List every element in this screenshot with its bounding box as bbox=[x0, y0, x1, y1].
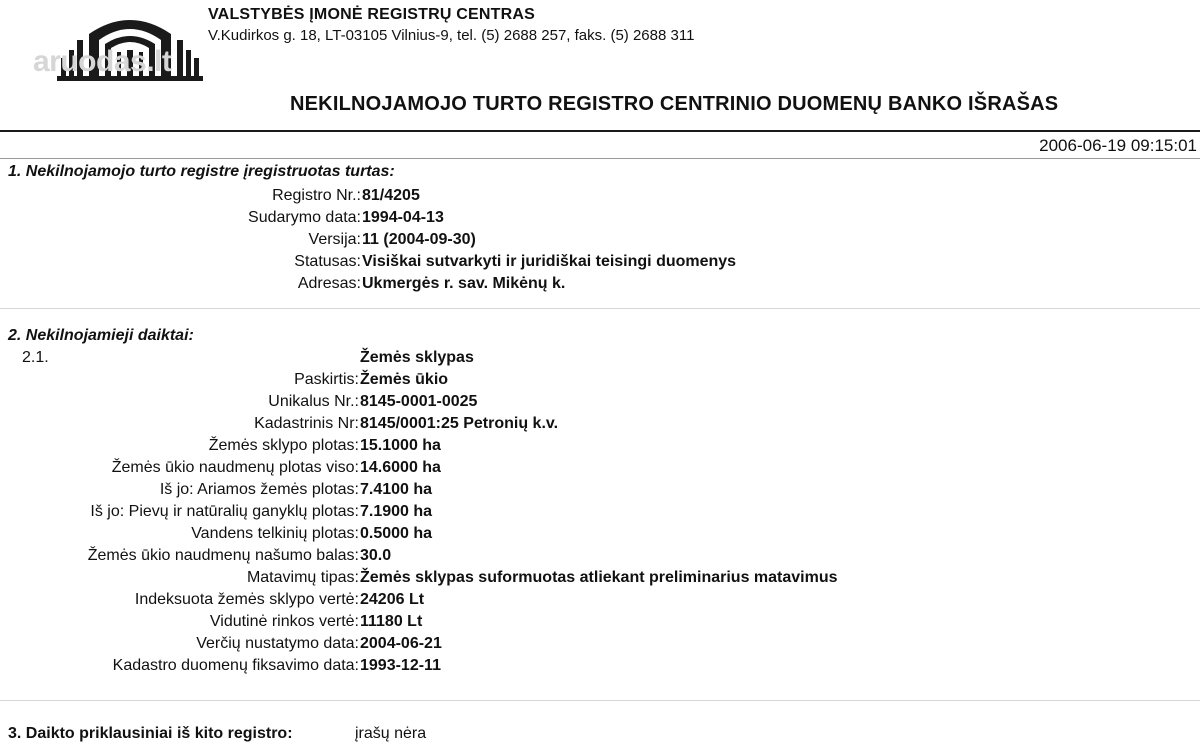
field-label: Iš jo: Ariamos žemės plotas: bbox=[159, 481, 359, 498]
field-row-matavimu-tipas bbox=[0, 567, 1200, 589]
section-1-title: 1. Nekilnojamojo turto registre įregistruotas turtas: bbox=[8, 163, 395, 180]
header-divider bbox=[0, 130, 1200, 132]
field-value: Žemės ūkio bbox=[360, 371, 449, 388]
field-label: Registro Nr.: bbox=[272, 187, 361, 204]
field-label: Vidutinė rinkos vertė: bbox=[209, 613, 359, 630]
field-value: 11180 Lt bbox=[360, 613, 423, 630]
field-label: Žemės ūkio naudmenų našumo balas: bbox=[87, 547, 359, 564]
field-value: 1993-12-11 bbox=[360, 657, 441, 674]
field-row-versija bbox=[0, 229, 1200, 251]
field-row-rinkos-verte bbox=[0, 611, 1200, 633]
section-3-row bbox=[0, 723, 1200, 745]
field-row-paskirtis bbox=[0, 369, 1200, 391]
field-label: Kadastrinis Nr: bbox=[254, 415, 359, 432]
field-value: 8145/0001:25 Petronių k.v. bbox=[360, 415, 559, 432]
field-value: 30.0 bbox=[360, 547, 392, 564]
section-3-value: įrašų nėra bbox=[355, 725, 427, 742]
field-label: Indeksuota žemės sklypo vertė: bbox=[134, 591, 359, 608]
section-divider bbox=[0, 308, 1200, 309]
field-label: Unikalus Nr.: bbox=[268, 393, 359, 410]
timestamp-divider bbox=[0, 158, 1200, 159]
item-number: 2.1. bbox=[22, 349, 49, 366]
field-row-ariamos-zemes-plotas bbox=[0, 479, 1200, 501]
field-label: Žemės ūkio naudmenų plotas viso: bbox=[111, 459, 359, 476]
field-label: Verčių nustatymo data: bbox=[196, 635, 359, 652]
field-row-unikalus-nr bbox=[0, 391, 1200, 413]
section-3-title: 3. Daikto priklausiniai iš kito registro: bbox=[8, 725, 293, 742]
field-value: Ukmergės r. sav. Mikėnų k. bbox=[362, 275, 566, 292]
field-value: 81/4205 bbox=[362, 187, 420, 204]
field-row-statusas bbox=[0, 251, 1200, 273]
watermark: aruodas.lt bbox=[33, 45, 172, 78]
field-value: 8145-0001-0025 bbox=[360, 393, 478, 410]
field-value: 11 (2004-09-30) bbox=[362, 231, 476, 248]
field-row-sudarymo-data bbox=[0, 207, 1200, 229]
field-value: 7.4100 ha bbox=[360, 481, 433, 498]
field-value: 2004-06-21 bbox=[360, 635, 442, 652]
field-value: Visiškai sutvarkyti ir juridiškai teisingi duomenys bbox=[362, 253, 737, 270]
timestamp: 2006-06-19 09:15:01 bbox=[1039, 136, 1197, 155]
field-label: Žemės sklypo plotas: bbox=[208, 437, 359, 454]
field-label: Statusas: bbox=[294, 253, 361, 270]
field-row-nasumo-balas bbox=[0, 545, 1200, 567]
field-row-indeksuota-verte bbox=[0, 589, 1200, 611]
field-label: Vandens telkinių plotas: bbox=[191, 525, 359, 542]
field-value: Žemės sklypas suformuotas atliekant preliminarius matavimus bbox=[360, 569, 838, 586]
field-value: 7.1900 ha bbox=[360, 503, 433, 520]
field-label: Sudarymo data: bbox=[248, 209, 361, 226]
item-name: Žemės sklypas bbox=[360, 349, 474, 366]
field-row-naudmenu-plotas bbox=[0, 457, 1200, 479]
field-row-registro-nr bbox=[0, 185, 1200, 207]
field-value: 1994-04-13 bbox=[362, 209, 444, 226]
field-label: Iš jo: Pievų ir natūralių ganyklų plotas: bbox=[90, 503, 359, 520]
item-header-row bbox=[0, 347, 1200, 369]
field-value: 15.1000 ha bbox=[360, 437, 441, 454]
field-label: Versija: bbox=[308, 231, 361, 248]
field-value: 24206 Lt bbox=[360, 591, 425, 608]
field-label: Kadastro duomenų fiksavimo data: bbox=[112, 657, 359, 674]
field-row-verciu-nustatymo-data bbox=[0, 633, 1200, 655]
field-row-adresas bbox=[0, 273, 1200, 295]
field-row-vandens-plotas bbox=[0, 523, 1200, 545]
organization-address: V.Kudirkos g. 18, LT-03105 Vilnius-9, tel. (5) 2688 257, faks. (5) 2688 311 bbox=[208, 27, 695, 44]
field-row-fiksavimo-data bbox=[0, 655, 1200, 677]
organization-name: VALSTYBĖS ĮMONĖ REGISTRŲ CENTRAS bbox=[208, 6, 536, 23]
section-2-title: 2. Nekilnojamieji daiktai: bbox=[8, 327, 194, 344]
document-title: NEKILNOJAMOJO TURTO REGISTRO CENTRINIO DUOMENŲ BANKO IŠRAŠAS bbox=[290, 93, 1059, 115]
field-label: Matavimų tipas: bbox=[246, 569, 359, 586]
field-label: Paskirtis: bbox=[294, 371, 359, 388]
field-row-kadastrinis-nr bbox=[0, 413, 1200, 435]
field-label: Adresas: bbox=[297, 275, 361, 292]
field-row-sklypo-plotas bbox=[0, 435, 1200, 457]
field-value: 14.6000 ha bbox=[360, 459, 441, 476]
section-divider bbox=[0, 700, 1200, 701]
field-value: 0.5000 ha bbox=[360, 525, 433, 542]
field-row-pievu-plotas bbox=[0, 501, 1200, 523]
